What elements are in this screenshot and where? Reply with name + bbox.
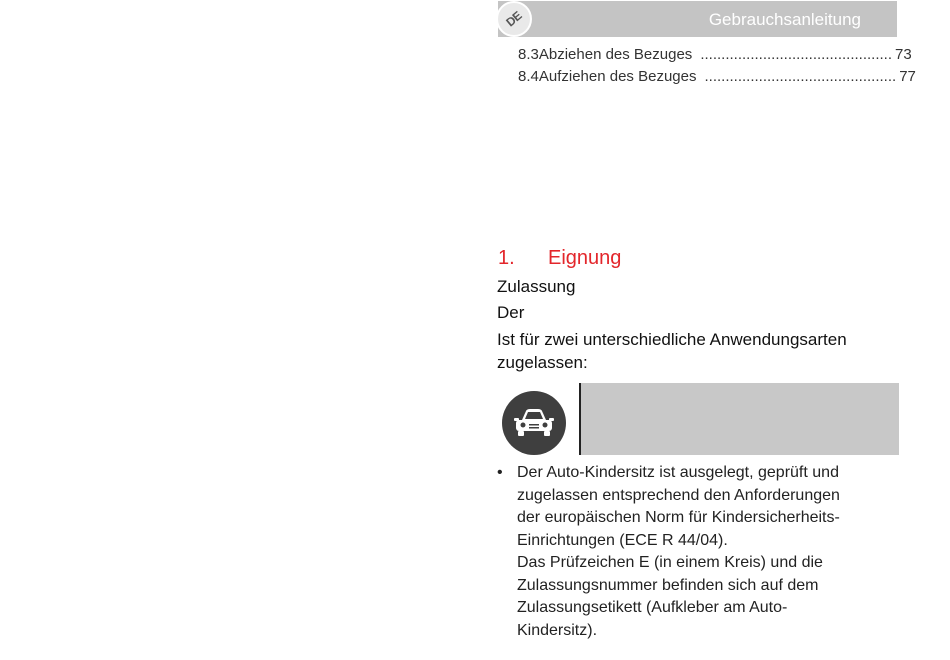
bullet-line: Der Auto-Kindersitz ist ausgelegt, geprüft und	[517, 464, 839, 481]
toc-title: Abziehen des Bezuges	[538, 46, 693, 63]
info-box-divider	[579, 383, 581, 455]
bullet-line: Zulassungsnummer befinden sich auf dem	[517, 576, 819, 594]
section-title: Eignung	[548, 247, 622, 269]
bullet-item	[497, 462, 887, 642]
bullet-line: Kindersitz).	[517, 621, 598, 639]
section-number: 1.	[498, 247, 515, 269]
bullet-marker: •	[497, 464, 503, 481]
toc-title: Aufziehen des Bezuges	[538, 68, 697, 85]
bullet-line: der europäischen Norm für Kindersicherheits-	[517, 509, 840, 526]
bullet-line: Zulassungsetikett (Aufkleber am Auto-	[517, 599, 788, 616]
body-line-der: Der	[497, 303, 525, 322]
toc-dot-leader: ..............................................	[700, 46, 893, 63]
subheading-zulassung: Zulassung	[497, 277, 576, 296]
language-badge-label: DE	[503, 8, 525, 30]
document-title: Gebrauchsanleitung	[708, 10, 861, 29]
car-icon	[502, 391, 566, 455]
language-badge-icon	[496, 1, 532, 37]
toc-dot-leader: ..............................................	[704, 68, 897, 85]
toc-row[interactable]	[518, 68, 916, 90]
bullet-text	[517, 462, 887, 642]
section-heading	[498, 247, 621, 270]
toc-page-number: 73	[895, 46, 912, 63]
approval-paragraph: Ist für zwei unterschiedliche Anwendungsarten zugelassen:	[497, 330, 847, 372]
header-bar	[498, 1, 897, 37]
table-of-contents	[518, 46, 916, 90]
bullet-line: Das Prüfzeichen E (in einem Kreis) und die	[517, 554, 823, 571]
toc-number: 8.4	[518, 68, 539, 85]
toc-row[interactable]	[518, 46, 912, 68]
bullet-line: Einrichtungen (ECE R 44/04).	[517, 531, 728, 549]
toc-number: 8.3	[518, 46, 539, 63]
info-box	[579, 383, 899, 455]
bullet-line: zugelassen entsprechend den Anforderungen	[517, 486, 840, 504]
toc-page-number: 77	[899, 68, 916, 85]
